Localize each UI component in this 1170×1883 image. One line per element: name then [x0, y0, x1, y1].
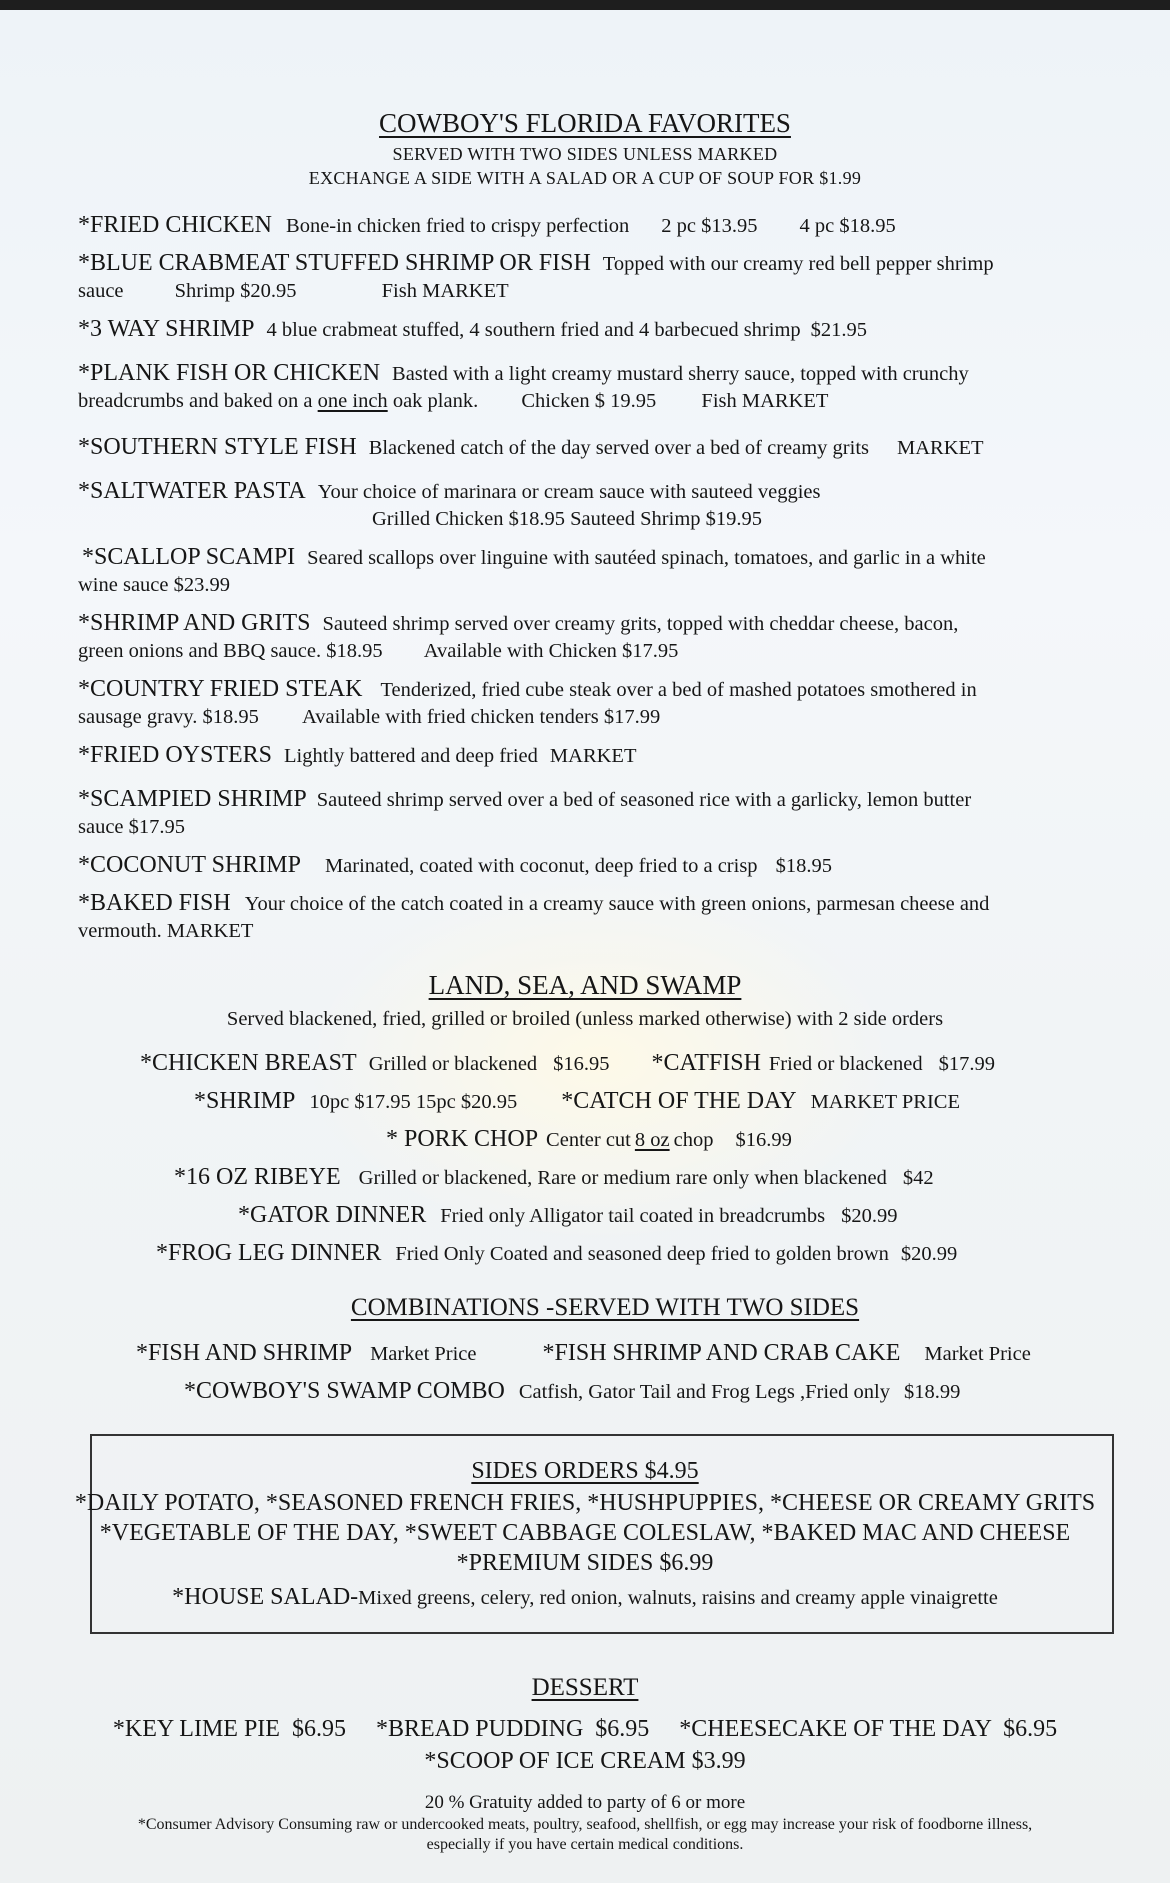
item-name: *GATOR DINNER — [238, 1202, 427, 1228]
item-price: Fish MARKET — [701, 390, 829, 412]
item-desc-underlined: 8 oz — [634, 1129, 670, 1151]
item-desc: 4 blue crabmeat stuffed, 4 southern fried and 4 barbecued shrimp — [266, 319, 801, 341]
combos-title: COMBINATIONS -SERVED WITH TWO SIDES — [350, 1294, 860, 1321]
coconut-shrimp-item — [78, 852, 832, 880]
ribeye-item — [174, 1164, 934, 1192]
land-subtitle: Served blackened, fried, grilled or broiled (unless marked otherwise) with 2 side orders — [226, 1008, 944, 1030]
item-price: $18.95 — [775, 855, 832, 877]
frog-leg-item — [156, 1240, 957, 1268]
item-desc: sausage gravy. $18.95 — [78, 706, 259, 728]
item-name: *FROG LEG DINNER — [156, 1240, 382, 1266]
shrimp-grits-item — [78, 610, 958, 638]
item-name: *3 WAY SHRIMP — [78, 316, 255, 342]
item-name: *SALTWATER PASTA — [78, 478, 306, 504]
item-desc: Your choice of the catch coated in a creamy sauce with green onions, parmesan cheese and — [244, 893, 990, 915]
combos-row-1 — [136, 1340, 1031, 1368]
item-desc: Center cut — [546, 1129, 631, 1151]
sides-line-2: *VEGETABLE OF THE DAY, *SWEET CABBAGE COLESLAW, *BAKED MAC AND CHEESE — [99, 1520, 1071, 1546]
item-name: *16 OZ RIBEYE — [174, 1164, 341, 1190]
item-price: Market Price — [924, 1343, 1031, 1365]
blue-crab-item — [78, 250, 994, 278]
item-name: *FRIED OYSTERS — [78, 742, 273, 768]
blue-crab-line-2 — [78, 280, 509, 304]
item-name: *COUNTRY FRIED STEAK — [78, 676, 363, 702]
house-salad — [0, 1584, 1170, 1612]
item-price: $20.99 — [900, 1243, 958, 1265]
item-desc: breadcrumbs and baked on a — [78, 390, 313, 412]
item-desc-underlined: one inch — [317, 390, 388, 412]
baked-fish-item — [78, 890, 989, 918]
item-desc: Fried or blackened — [768, 1053, 923, 1075]
item-desc: Bone-in chicken fried to crispy perfection — [286, 215, 630, 237]
item-desc: chop — [673, 1129, 714, 1151]
item-name: *SHRIMP AND GRITS — [78, 610, 311, 636]
item-name: *COWBOY'S SWAMP COMBO — [184, 1378, 505, 1404]
item-name: *CATCH OF THE DAY — [561, 1088, 797, 1114]
item-desc: Lightly battered and deep fried — [284, 745, 538, 767]
scampied-shrimp-item — [78, 786, 971, 814]
consumer-advisory-2: especially if you have certain medical conditions. — [426, 1836, 744, 1853]
item-desc: Topped with our creamy red bell pepper shrimp — [602, 253, 994, 275]
item-desc: MARKET PRICE — [810, 1091, 960, 1113]
item-desc: Sauteed shrimp served over a bed of seasoned rice with a garlicky, lemon butter — [316, 789, 972, 811]
gratuity-note: 20 % Gratuity added to party of 6 or more — [424, 1792, 746, 1813]
scallop-scampi-item — [82, 544, 986, 572]
item-price: MARKET — [549, 745, 637, 767]
item-price: $18.99 — [903, 1381, 961, 1403]
item-desc: Marinated, coated with coconut, deep fried to a crisp — [324, 855, 758, 877]
fried-oysters-item — [78, 742, 636, 770]
item-desc: Catfish, Gator Tail and Frog Legs ,Fried only — [518, 1381, 890, 1403]
land-row-2 — [194, 1088, 960, 1116]
florida-subtitle-1: SERVED WITH TWO SIDES UNLESS MARKED — [392, 144, 778, 164]
plank-item — [78, 360, 969, 388]
country-steak-item — [78, 676, 977, 704]
three-way-shrimp-item — [78, 316, 867, 344]
item-desc: green onions and BBQ sauce. $18.95 — [78, 640, 383, 662]
item-price: Fish MARKET — [381, 280, 509, 302]
item-price: MARKET — [897, 437, 984, 459]
menu-content — [0, 10, 1170, 1883]
dessert-title: DESSERT — [531, 1674, 639, 1701]
florida-subtitle-2: EXCHANGE A SIDE WITH A SALAD OR A CUP OF SOUP FOR $1.99 — [308, 168, 862, 188]
item-name: *CATFISH — [651, 1050, 761, 1076]
scallop-scampi-line-2: wine sauce $23.99 — [78, 574, 230, 596]
item-name: *PLANK FISH OR CHICKEN — [78, 360, 381, 386]
saltwater-pasta-item — [78, 478, 821, 506]
item-name: *HOUSE SALAD- — [172, 1584, 359, 1610]
item-desc: oak plank. — [392, 390, 479, 412]
item-name: *FISH SHRIMP AND CRAB CAKE — [542, 1340, 901, 1366]
item-price: $16.95 — [553, 1053, 610, 1075]
item-desc: Available with fried chicken tenders $17.99 — [301, 706, 661, 728]
dessert-line-1: *KEY LIME PIE $6.95 *BREAD PUDDING $6.95 *CHEESECAKE OF THE DAY $6.95 — [112, 1716, 1058, 1742]
item-name: *FISH AND SHRIMP — [136, 1340, 353, 1366]
item-name: *SOUTHERN STYLE FISH — [78, 434, 357, 460]
sides-title: SIDES ORDERS $4.95 — [471, 1458, 699, 1484]
item-desc: Fried only Alligator tail coated in breadcrumbs — [440, 1205, 826, 1227]
item-name: * PORK CHOP — [386, 1126, 539, 1152]
item-desc: Your choice of marinara or cream sauce with sauteed veggies — [317, 481, 821, 503]
item-price: $21.95 — [810, 319, 868, 341]
scampied-shrimp-line-2: sauce $17.95 — [78, 816, 186, 838]
item-price: $16.99 — [735, 1129, 792, 1151]
pork-chop-item — [386, 1126, 792, 1154]
baked-fish-line-2: vermouth. MARKET — [78, 920, 254, 942]
southern-fish-item — [78, 434, 984, 462]
item-desc: Mixed greens, celery, red onion, walnuts, raisins and creamy apple vinaigrette — [358, 1587, 998, 1609]
menu-page — [0, 10, 1170, 1883]
item-price: Chicken $ 19.95 — [521, 390, 657, 412]
item-desc: 10pc $17.95 15pc $20.95 — [309, 1091, 518, 1113]
item-price: $42 — [902, 1167, 934, 1189]
item-price: $17.99 — [938, 1053, 995, 1075]
item-desc: Sauteed shrimp served over creamy grits, topped with cheddar cheese, bacon, — [322, 613, 959, 635]
combos-row-2 — [184, 1378, 960, 1406]
item-name: *SCALLOP SCAMPI — [82, 544, 296, 570]
item-name: *BAKED FISH — [78, 890, 231, 916]
sides-premium: *PREMIUM SIDES $6.99 — [456, 1550, 714, 1576]
item-desc: Fried Only Coated and seasoned deep fried to golden brown — [395, 1243, 889, 1265]
sides-line-1: *DAILY POTATO, *SEASONED FRENCH FRIES, *HUSHPUPPIES, *CHEESE OR CREAMY GRITS — [74, 1490, 1096, 1516]
item-price: 4 pc $18.95 — [799, 215, 896, 237]
item-price: 2 pc $13.95 — [661, 215, 758, 237]
item-price: Shrimp $20.95 — [174, 280, 297, 302]
item-desc: Grilled or blackened, Rare or medium rare only when blackened — [358, 1167, 887, 1189]
item-desc: Blackened catch of the day served over a bed of creamy grits — [368, 437, 870, 459]
item-name: *FRIED CHICKEN — [78, 212, 273, 238]
consumer-advisory-1: *Consumer Advisory Consuming raw or undercooked meats, poultry, seafood, shellfish, or egg may increase your risk of foodborne illness, — [137, 1816, 1033, 1833]
gator-item — [238, 1202, 897, 1230]
item-name: *SCAMPIED SHRIMP — [78, 786, 307, 812]
item-price: $20.99 — [841, 1205, 898, 1227]
florida-title: COWBOY'S FLORIDA FAVORITES — [379, 108, 791, 138]
item-name: *COCONUT SHRIMP — [78, 852, 301, 878]
item-desc: Available with Chicken $17.95 — [423, 640, 679, 662]
plank-line-2 — [78, 390, 828, 414]
item-desc: sauce — [78, 280, 124, 302]
item-desc: Tenderized, fried cube steak over a bed of mashed potatoes smothered in — [380, 679, 977, 701]
fried-chicken-item — [78, 212, 896, 240]
item-desc: Seared scallops over linguine with sautéed spinach, tomatoes, and garlic in a white — [307, 547, 986, 569]
shrimp-grits-line-2 — [78, 640, 678, 664]
item-name: *BLUE CRABMEAT STUFFED SHRIMP OR FISH — [78, 250, 591, 276]
land-row-1 — [140, 1050, 995, 1078]
item-name: *CHICKEN BREAST — [140, 1050, 357, 1076]
item-desc: Grilled or blackened — [368, 1053, 538, 1075]
saltwater-pasta-prices: Grilled Chicken $18.95 Sauteed Shrimp $19.95 — [372, 508, 763, 530]
item-desc: Basted with a light creamy mustard sherry sauce, topped with crunchy — [392, 363, 969, 385]
dessert-line-2: *SCOOP OF ICE CREAM $3.99 — [424, 1748, 746, 1774]
land-title: LAND, SEA, AND SWAMP — [428, 970, 742, 1000]
country-steak-line-2 — [78, 706, 660, 730]
item-name: *SHRIMP — [194, 1088, 296, 1114]
item-price: Market Price — [370, 1343, 477, 1365]
